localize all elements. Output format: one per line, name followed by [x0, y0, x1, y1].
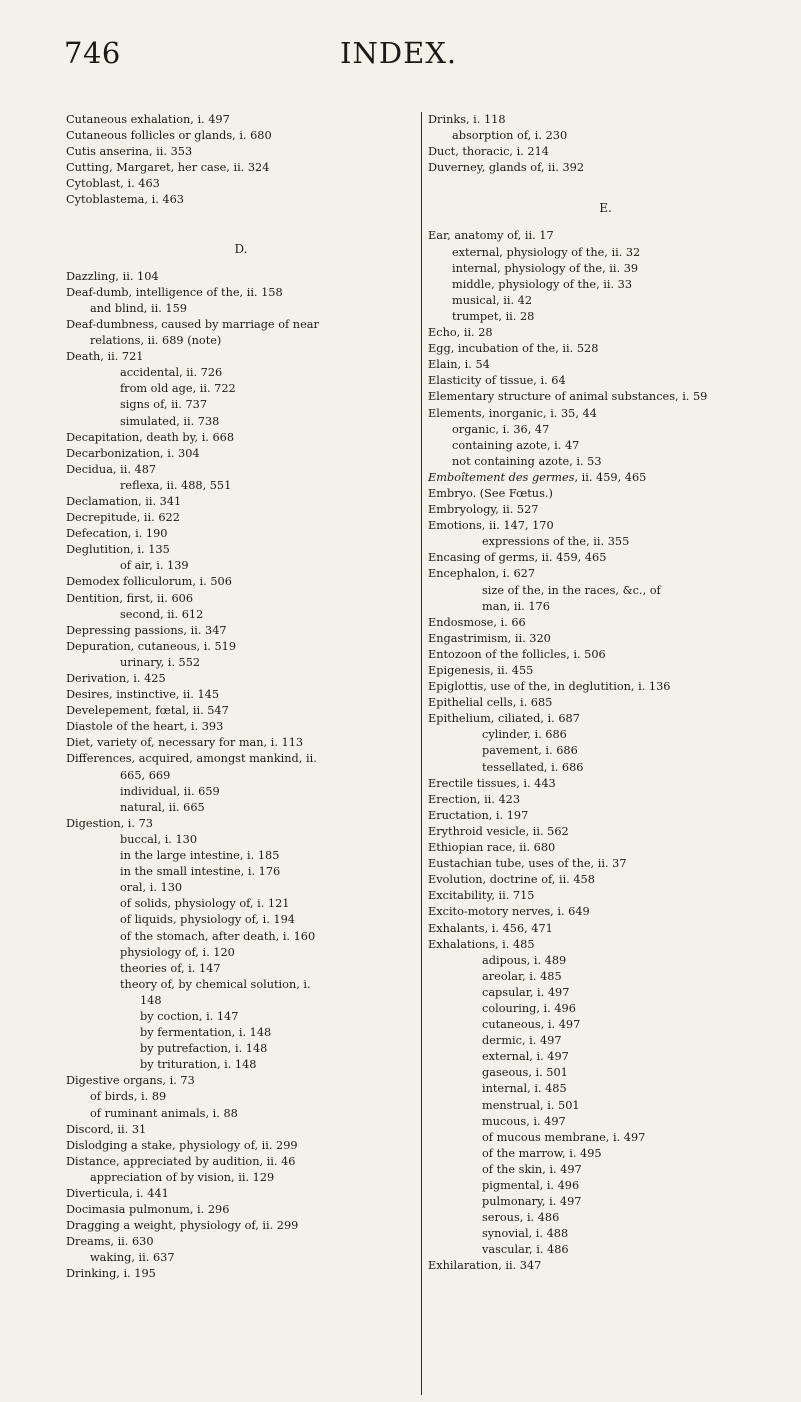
index-entry: vascular, i. 486	[482, 1243, 569, 1257]
index-entry: Dazzling, ii. 104	[66, 269, 159, 283]
index-entry: tessellated, i. 686	[482, 760, 584, 774]
index-entry: of liquids, physiology of, i. 194	[120, 913, 295, 927]
index-entry: by coction, i. 147	[140, 1009, 239, 1023]
index-entry: of the skin, i. 497	[482, 1162, 582, 1176]
index-entry: cutaneous, i. 497	[482, 1018, 581, 1032]
index-entry: Diverticula, i. 441	[66, 1187, 169, 1200]
index-entry: Exhilaration, ii. 347	[428, 1259, 542, 1273]
index-entry: physiology of, i. 120	[120, 945, 235, 959]
section-heading-d: D.	[234, 241, 248, 256]
index-entry: Exhalations, i. 485	[428, 937, 535, 951]
index-entry: in the small intestine, i. 176	[120, 865, 281, 879]
index-entry: Emboîtement des germes, ii. 459, 465	[428, 470, 647, 484]
index-entry: Embryology, ii. 527	[428, 503, 539, 517]
index-entry: Endosmose, i. 66	[428, 615, 526, 629]
index-entry: from old age, ii. 722	[120, 382, 236, 396]
index-entry: musical, ii. 42	[452, 293, 533, 307]
index-entry: Epigenesis, ii. 455	[428, 664, 534, 677]
index-entry: of air, i. 139	[120, 559, 189, 573]
index-entry: urinary, i. 552	[120, 655, 201, 669]
index-entry: Deaf-dumbness, caused by marriage of near	[66, 317, 319, 331]
index-entry: Decidua, ii. 487	[66, 462, 157, 476]
index-entry: synovial, i. 488	[482, 1227, 569, 1241]
index-entry: Decarbonization, i. 304	[66, 446, 200, 460]
index-entry: menstrual, i. 501	[482, 1098, 580, 1112]
index-entry: Cytoblast, i. 463	[66, 177, 160, 191]
left-column	[66, 112, 416, 1283]
index-entry: Embryo. (See Fœtus.)	[428, 486, 553, 500]
index-entry: theories of, i. 147	[120, 961, 221, 975]
index-entry: by fermentation, i. 148	[140, 1026, 272, 1040]
index-entry: Ethiopian race, ii. 680	[428, 841, 556, 855]
index-entry: middle, physiology of the, ii. 33	[452, 277, 633, 291]
index-entry: Encephalon, i. 627	[428, 567, 536, 581]
index-entry: Duct, thoracic, i. 214	[428, 145, 549, 159]
index-entry: Duverney, glands of, ii. 392	[428, 161, 585, 175]
index-entry: and blind, ii. 159	[90, 301, 187, 315]
index-entry: Dragging a weight, physiology of, ii. 299	[66, 1219, 299, 1233]
index-entry: Depressing passions, ii. 347	[66, 623, 227, 637]
index-entry: of the marrow, i. 495	[482, 1146, 602, 1160]
index-entry: external, physiology of the, ii. 32	[452, 245, 641, 259]
index-entry: Elementary structure of animal substances, i. 59	[428, 390, 708, 404]
index-entry: of mucous membrane, i. 497	[482, 1130, 646, 1144]
index-entry: Dreams, ii. 630	[66, 1235, 154, 1249]
left-group-d	[66, 269, 416, 1283]
index-entry: Engastrimism, ii. 320	[428, 631, 551, 645]
index-entry: Derivation, i. 425	[66, 672, 166, 685]
index-entry: Discord, ii. 31	[66, 1122, 147, 1136]
index-entry: capsular, i. 497	[482, 985, 570, 999]
index-entry: of the stomach, after death, i. 160	[120, 929, 316, 943]
index-entry: Ear, anatomy of, ii. 17	[428, 229, 554, 243]
index-entry: adipous, i. 489	[482, 953, 567, 967]
index-entry: Cutis anserina, ii. 353	[66, 145, 193, 159]
index-entry: pavement, i. 686	[482, 744, 578, 758]
index-entry: by putrefaction, i. 148	[140, 1042, 268, 1056]
section-heading-e: E.	[599, 201, 612, 216]
index-entry: Drinking, i. 195	[66, 1267, 156, 1281]
index-entry: Encasing of germs, ii. 459, 465	[428, 551, 607, 565]
index-entry: containing azote, i. 47	[452, 438, 580, 452]
index-entry: buccal, i. 130	[120, 832, 198, 846]
index-entry: Entozoon of the follicles, i. 506	[428, 647, 606, 661]
index-entry: oral, i. 130	[120, 881, 183, 895]
running-head: INDEX.	[340, 36, 458, 70]
index-entry: expressions of the, ii. 355	[482, 535, 630, 549]
index-entry: Epithelial cells, i. 685	[428, 696, 553, 710]
index-entry: of solids, physiology of, i. 121	[120, 897, 290, 911]
index-entry: Cutaneous exhalation, i. 497	[66, 113, 230, 126]
index-entry: of ruminant animals, i. 88	[90, 1106, 238, 1120]
index-entry: Defecation, i. 190	[66, 527, 168, 541]
index-entry: Erection, ii. 423	[428, 792, 521, 806]
index-entry: second, ii. 612	[120, 607, 204, 621]
index-entry: Cutting, Margaret, her case, ii. 324	[66, 161, 270, 175]
index-entry: by trituration, i. 148	[140, 1058, 257, 1072]
index-entry: Depuration, cutaneous, i. 519	[66, 639, 237, 653]
index-entry: organic, i. 36, 47	[452, 422, 550, 436]
index-entry: areolar, i. 485	[482, 969, 562, 983]
index-entry: mucous, i. 497	[482, 1114, 566, 1128]
right-column	[428, 112, 783, 1275]
index-entry: Deaf-dumb, intelligence of the, ii. 158	[66, 285, 283, 299]
index-entry: cylinder, i. 686	[482, 728, 567, 742]
index-entry: Deglutition, i. 135	[66, 543, 170, 557]
left-group-c	[66, 112, 416, 209]
index-entry: colouring, i. 496	[482, 1001, 576, 1015]
index-entry: Demodex folliculorum, i. 506	[66, 575, 232, 589]
index-entry: Declamation, ii. 341	[66, 494, 182, 508]
index-entry: Cutaneous follicles or glands, i. 680	[66, 129, 272, 143]
index-entry: absorption of, i. 230	[452, 129, 568, 143]
index-entry: Exhalants, i. 456, 471	[428, 921, 553, 935]
index-entry: Diet, variety of, necessary for man, i. 113	[66, 736, 304, 750]
index-entry: waking, ii. 637	[90, 1251, 175, 1265]
index-entry: Diastole of the heart, i. 393	[66, 720, 224, 734]
index-entry: Dentition, first, ii. 606	[66, 591, 194, 605]
index-entry: Emotions, ii. 147, 170	[428, 519, 554, 533]
index-entry: simulated, ii. 738	[120, 414, 220, 428]
index-entry: not containing azote, i. 53	[452, 454, 602, 468]
index-entry: Distance, appreciated by audition, ii. 46	[66, 1154, 296, 1168]
index-entry: Death, ii. 721	[66, 350, 144, 364]
index-entry: serous, i. 486	[482, 1211, 560, 1225]
index-entry: Eustachian tube, uses of the, ii. 37	[428, 857, 627, 871]
index-entry: individual, ii. 659	[120, 784, 220, 798]
index-entry: Desires, instinctive, ii. 145	[66, 688, 220, 702]
index-entry: Excitability, ii. 715	[428, 889, 535, 903]
index-entry: trumpet, ii. 28	[452, 309, 535, 323]
column-divider	[421, 112, 422, 1395]
index-entry: Epiglottis, use of the, in deglutition, i. 136	[428, 680, 671, 694]
index-entry: Digestion, i. 73	[66, 816, 153, 830]
index-entry: Erectile tissues, i. 443	[428, 776, 556, 790]
index-entry: Develepement, fœtal, ii. 547	[66, 704, 229, 718]
index-entry: relations, ii. 689 (note)	[90, 334, 222, 348]
index-entry: Drinks, i. 118	[428, 113, 506, 126]
index-entry: of birds, i. 89	[90, 1090, 167, 1104]
index-entry: man, ii. 176	[482, 599, 550, 613]
page-number: 746	[64, 36, 121, 70]
index-entry: internal, i. 485	[482, 1082, 567, 1096]
index-entry: Cytoblastema, i. 463	[66, 193, 184, 207]
index-entry: reflexa, ii. 488, 551	[120, 478, 232, 492]
index-entry: in the large intestine, i. 185	[120, 849, 280, 863]
index-entry: Eructation, i. 197	[428, 808, 529, 822]
index-entry: Elasticity of tissue, i. 64	[428, 374, 566, 388]
index-entry: gaseous, i. 501	[482, 1066, 568, 1080]
index-entry: internal, physiology of the, ii. 39	[452, 261, 639, 275]
index-entry: natural, ii. 665	[120, 800, 205, 814]
index-entry: Digestive organs, i. 73	[66, 1074, 195, 1088]
index-entry: 148	[140, 993, 162, 1007]
right-group-d	[428, 112, 783, 176]
index-entry: signs of, ii. 737	[120, 398, 208, 412]
index-entry: Erythroid vesicle, ii. 562	[428, 824, 569, 838]
index-entry: size of the, in the races, &c., of	[482, 583, 661, 597]
index-entry: Excito-motory nerves, i. 649	[428, 905, 590, 919]
index-entry: dermic, i. 497	[482, 1034, 562, 1048]
index-entry: pigmental, i. 496	[482, 1179, 580, 1192]
index-entry: Decapitation, death by, i. 668	[66, 430, 235, 444]
index-entry: Differences, acquired, amongst mankind, ii.	[66, 752, 317, 766]
index-entry: Evolution, doctrine of, ii. 458	[428, 873, 595, 887]
index-entry: theory of, by chemical solution, i.	[120, 977, 311, 991]
index-entry: 665, 669	[120, 768, 171, 782]
index-entry: appreciation of by vision, ii. 129	[90, 1170, 275, 1184]
index-entry: external, i. 497	[482, 1050, 569, 1064]
index-entry: Elain, i. 54	[428, 358, 490, 372]
index-entry: Docimasia pulmonum, i. 296	[66, 1203, 230, 1217]
index-entry: accidental, ii. 726	[120, 366, 223, 380]
index-entry: Epithelium, ciliated, i. 687	[428, 712, 580, 726]
index-entry: Decrepitude, ii. 622	[66, 511, 180, 525]
index-entry: Echo, ii. 28	[428, 326, 493, 340]
index-entry: Egg, incubation of the, ii. 528	[428, 342, 599, 356]
index-entry: Elements, inorganic, i. 35, 44	[428, 406, 597, 420]
right-group-e	[428, 228, 783, 1274]
index-entry: pulmonary, i. 497	[482, 1195, 582, 1209]
index-entry: Dislodging a stake, physiology of, ii. 299	[66, 1138, 298, 1152]
